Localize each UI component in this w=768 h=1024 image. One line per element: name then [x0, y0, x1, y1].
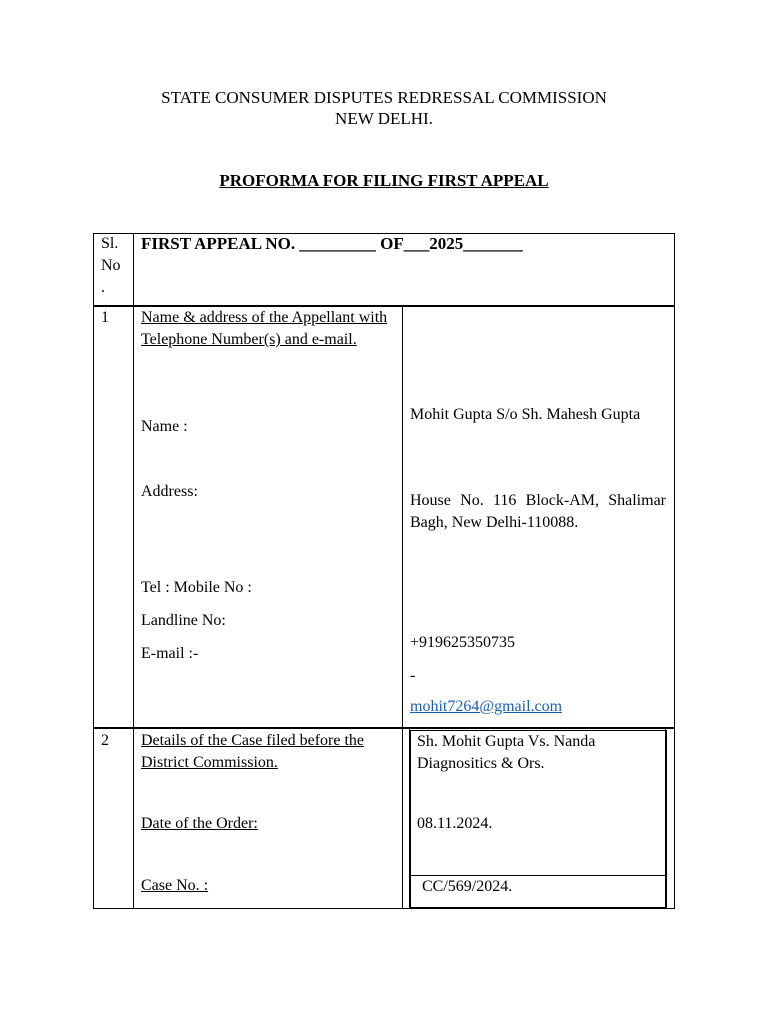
- commission-name: STATE CONSUMER DISPUTES REDRESSAL COMMISSION: [161, 88, 607, 107]
- label-value-divider: [402, 306, 403, 908]
- email-label: E-mail :-: [141, 645, 199, 662]
- appellant-details-heading: Name & address of the Appellant with Telephone Number(s) and e-mail.: [141, 309, 388, 348]
- commission-location: NEW DELHI.: [335, 109, 433, 128]
- row1-serial: 1: [101, 309, 109, 326]
- sl-no-header: Sl. No .: [101, 235, 121, 296]
- name-label: Name :: [141, 418, 188, 435]
- row2-serial: 2: [101, 732, 109, 749]
- mobile-value: +919625350735: [410, 634, 516, 651]
- order-date-label: Date of the Order:: [141, 815, 258, 832]
- email-link[interactable]: mohit7264@gmail.com: [410, 698, 563, 715]
- order-date-value: 08.11.2024.: [417, 815, 493, 832]
- row2-right-border: [665, 728, 666, 908]
- mobile-label: Tel : Mobile No :: [141, 579, 252, 596]
- case-title-value: Sh. Mohit Gupta Vs. Nanda Diagnositics & Ors.: [417, 733, 596, 772]
- row1-row2-divider: [93, 727, 674, 729]
- case-no-value: CC/569/2024.: [422, 878, 513, 895]
- case-details-heading: Details of the Case filed before the District Commission.: [141, 732, 365, 771]
- document-title: PROFORMA FOR FILING FIRST APPEAL: [219, 171, 549, 190]
- landline-value: -: [410, 667, 416, 684]
- address-label: Address:: [141, 483, 198, 500]
- appeal-number-header: FIRST APPEAL NO. _________ OF___2025_______: [141, 234, 523, 253]
- case-no-label: Case No. :: [141, 877, 209, 894]
- appellant-name-value: Mohit Gupta S/o Sh. Mahesh Gupta: [410, 406, 641, 423]
- landline-label: Landline No:: [141, 612, 226, 629]
- sl-column-divider: [133, 233, 134, 908]
- appellant-address-value: House No. 116 Block-AM, Shalimar Bagh, New Delhi-110088.: [410, 492, 666, 531]
